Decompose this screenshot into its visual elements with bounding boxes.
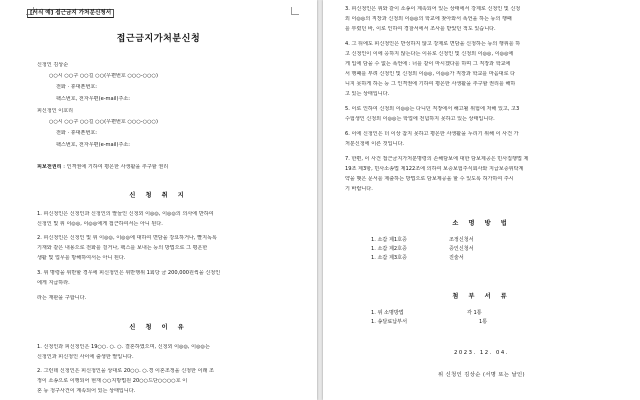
evidence-name: 1. 소갑 제1호증 xyxy=(371,237,407,243)
reason-line: 기 바랍니다. xyxy=(345,186,373,192)
document-date: 2023. 12. 04. xyxy=(454,350,509,356)
list-item xyxy=(371,236,474,245)
reason-line: 7. 한편, 이 사건 접근금지가처분명령의 손해담보에 대한 담보제공은 민사집행법 제 xyxy=(345,156,529,162)
document-page-1 xyxy=(0,0,317,400)
reason-line: 고 있는 상태입니다. xyxy=(345,91,390,97)
reason-line: 혼 등 청구사건이 계속되어 있는 상태입니다. xyxy=(37,388,136,394)
evidence-desc: 조정신청서 xyxy=(449,237,474,243)
reason-line: 1. 신청인과 피신청인은 19○○. ○. ○. 결혼하였으며, 신청외 이◎◎, 이◎◎는 xyxy=(37,344,210,350)
preserved-right xyxy=(37,164,168,170)
reason-line: 4. 그 뒤에도 피신청인은 반성하지 않고 강제로 면담을 신청하는 등의 행위를 하 xyxy=(345,41,521,47)
respondent-fax-email: 팩스번호, 전자우편(e-mail)주소: xyxy=(56,142,131,148)
reason-line: 처분신청에 이른 것입니다. xyxy=(345,141,404,147)
reason-line: 정이 소송으로 이행되어 현재 ○○지방법원 20○○드단○○○○호 이 xyxy=(37,378,188,384)
reason-line: 6. 이에 신청인은 더 이상 참지 못하고 평온한 사생활을 누리기 위해 이 사건 가 xyxy=(345,131,519,137)
reason-line: 외 이◎◎의 직장과 신청외 이◎◎의 학교에 찾아와서 폭언을 하는 등의 행패 xyxy=(345,16,512,22)
applicant-fax-email: 팩스번호, 전자우편(e-mail)주소: xyxy=(56,96,131,102)
purpose-line: 라는 재판을 구합니다. xyxy=(37,295,87,301)
form-tag: [서식 예] 접근금지 가처분신청서 xyxy=(27,9,114,18)
applicant-name: 신청인 김상순 xyxy=(37,62,69,68)
purpose-line: 기재와 같은 내용으로 전화를 걸거나, 팩스를 보내는 등의 방법으로 그 평온한 xyxy=(37,245,208,251)
purpose-line: 1. 피신청인은 신청인과 신청인의 딸들인 신청외 이◎◎, 이◎◎의 의사에 반하여 xyxy=(37,211,214,217)
evidence-heading: 소 명 방 법 xyxy=(452,220,511,227)
purpose-line: 2. 피신청인은 신청인 및 위 이◎◎, 이◎◎에 대하여 면담을 강요하거나, 빨지독록 xyxy=(37,235,217,241)
applicant-address: ○○시 ○○구 ○○길 ○○(우편번호 ○○○-○○○) xyxy=(49,73,158,79)
reason-line: 게 입에 담을 수 없는 폭언에 : 너를 같이 마시겠다를 하며 그 직장과 학교에 xyxy=(345,61,511,67)
reason-heading: 신 청 이 유 xyxy=(129,324,188,331)
purpose-line: 생활 및 업무를 방해하여서는 아니 된다. xyxy=(37,255,126,261)
purpose-line: 에게 지급하라. xyxy=(37,280,70,286)
list-item xyxy=(371,254,474,263)
evidence-list xyxy=(371,236,474,264)
reason-line: 를 부렸던 바, 이로 인하여 경찰서에서 조사를 받았던 적도 있습니다. xyxy=(345,26,496,32)
list-item xyxy=(371,245,474,254)
reason-line: 19조 제3항, 민사소송법 제122조에 의하여 보증보험주식회사와 지급보증위탁계 xyxy=(345,166,524,172)
preserved-right-label: 피보전권리 xyxy=(37,164,62,170)
attachments-list xyxy=(371,309,487,327)
evidence-desc: 진술서 xyxy=(449,255,464,262)
crop-mark xyxy=(291,7,299,15)
evidence-desc: 증인신청서 xyxy=(449,246,474,253)
list-item xyxy=(371,318,487,327)
reason-line: 5. 이로 인하여 신청외 이◎◎는 다니던 직장에서 해고될 위험에 처해 있고, 고3 xyxy=(345,106,520,112)
respondent-name: 피신청인 이호리 xyxy=(37,108,74,114)
purpose-line: 신청인 및 위 이◎◎, 이◎◎에게 접근하여서는 아니 된다. xyxy=(37,221,163,227)
reason-line: 3. 피신청인은 위와 같이 소송이 계속되어 있는 상태에서 강제로 신청인 및 신청 xyxy=(345,6,521,12)
purpose-line: 3. 위 명령을 위반할 경우에 피신청인은 위반행위 1회당 금 200,000원씩을 신청인 xyxy=(37,270,221,276)
reason-line: 수험생인 신청외 이◎◎는 학업에 전념하지 못하고 있는 상태입니다. xyxy=(345,116,495,122)
signature-line: 위 신청인 김상순 (서명 또는 날인) xyxy=(437,372,526,378)
preserved-right-text: : 인격권에 기하여 평온한 사생활을 추구할 권리 xyxy=(63,164,169,170)
respondent-address: ○○시 ○○구 ○○길 ○○(우편번호 ○○○-○○○) xyxy=(49,119,158,125)
attachment-count: 각 1통 xyxy=(467,310,482,316)
attachment-count: 1통 xyxy=(479,319,488,326)
reason-line: 고 신청인이 이에 응하지 않는다는 이유로 신청인 및 신청외 이◎◎, 이◎◎에 xyxy=(345,51,514,57)
reason-line: 2. 그런데 신청인은 피신청인을 상대로 20○○. ○.경 이혼조정을 신청한 이래 조 xyxy=(37,368,214,374)
document-title: 접근금지가처분신청 xyxy=(116,34,201,44)
evidence-name: 1. 소갑 제3호증 xyxy=(371,255,407,262)
attachment-name: 1. 위 소명방법 xyxy=(371,310,404,316)
list-item xyxy=(371,309,487,318)
applicant-phone: 전화 · 휴대폰번호: xyxy=(56,84,98,90)
attachment-name: 1. 송달료납부서 xyxy=(371,319,408,326)
purpose-heading: 신 청 취 지 xyxy=(129,192,188,199)
reason-line: 서 행패를 부려 신청인 및 신청외 이◎◎, 이◎◎가 직장과 학교를 마음대로 다 xyxy=(345,71,516,77)
attachments-heading: 첨 부 서 류 xyxy=(452,293,511,300)
evidence-name: 1. 소갑 제2호증 xyxy=(371,246,407,253)
reason-line: 신청인과 피신청인 사이에 출생한 딸입니다. xyxy=(37,354,134,360)
reason-line: 니지 못하게 하는 등 그 인격권에 기하여 평온한 사생활을 추구할 권리를 해하 xyxy=(345,81,516,87)
reason-line: 약을 맺은 문서를 제출하는 방법으로 담보제공을 할 수 있도록 허가하여 주시 xyxy=(345,176,514,182)
document-page-2 xyxy=(323,0,640,400)
respondent-phone: 전화 · 휴대폰번호: xyxy=(56,130,98,136)
